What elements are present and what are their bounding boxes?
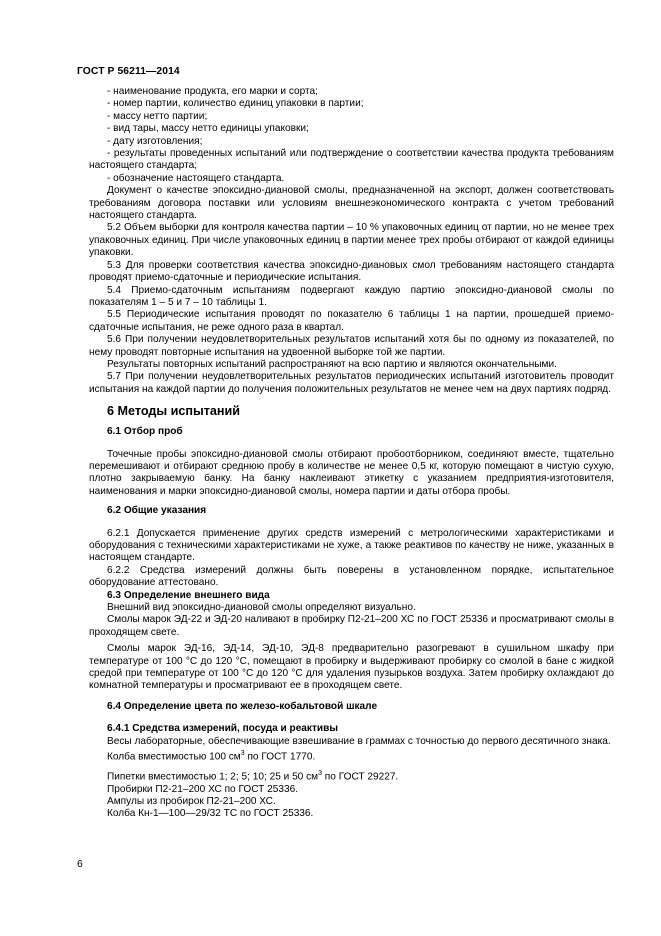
page-content [89, 86, 614, 821]
list-item: - обозначение настоящего стандарта. [107, 172, 285, 184]
paragraph-6-3-ed22: Смолы марок ЭД-22 и ЭД-20 наливают в пробирку П2-21–200 ХС по ГОСТ 25336 и просматривают смолы в проходящем свете. [89, 614, 614, 638]
equipment-scales: Весы лабораторные, обеспечивающие взвешивание в граммах с точностью до первого десятичного знака. [107, 735, 611, 747]
paragraph-5-2: 5.2 Объем выборки для контроля качества партии – 10 % упаковочных единиц от партии, но не менее трех упаковочных единиц. При числе упаковочных единиц в партии менее трех пробы отбирают от каждой единицы упаковки. [89, 222, 614, 259]
list-item: - дату изготовления; [107, 135, 203, 147]
equipment-flask: Колба вместимостью 100 $см^3$ по ГОСТ 1770. [107, 750, 316, 763]
subsection-6-2-title: 6.2 Общие указания [107, 505, 207, 517]
list-item: - номер партии, количество единиц упаковки в партии; [107, 98, 364, 110]
subsection-6-3-title: 6.3 Определение внешнего вида [107, 589, 270, 601]
paragraph-6-2-1: 6.2.1 Допускается применение других средств измерений с метрологическими характеристиками и оборудования с техническими характеристиками не хуже, а также реактивов по качеству не ниже, указанных в настоящем стандарте. [89, 527, 614, 564]
list-item: - вид тары, массу нетто единицы упаковки; [107, 123, 309, 135]
equipment-test-tubes: Пробирки П2-21–200 ХС по ГОСТ 25336. [107, 783, 299, 795]
equipment-flask-kn: Колба Кн-1—100—29/32 ТС по ГОСТ 25336. [107, 808, 314, 820]
paragraph-5-6: 5.6 При получении неудовлетворительных результатов испытаний хотя бы по одному из показателей, по нему проводят повторные испытания на удвоенной выборке той же партии. [89, 334, 614, 358]
paragraph-6-3-visual: Внешний вид эпоксидно-диановой смолы определяют визуально. [107, 602, 416, 614]
paragraph-6-2-2: 6.2.2 Средства измерений должны быть поверены в установленном порядке, испытательное оборудование аттестовано. [89, 564, 614, 589]
subsection-6-4-title: 6.4 Определение цвета по железо-кобальтовой шкале [107, 700, 378, 712]
list-item: - массу нетто партии; [107, 110, 208, 122]
section-6-title: 6 Методы испытаний [107, 404, 240, 419]
paragraph-export-quality: Документ о качестве эпоксидно-диановой смолы, предназначенной на экспорт, должен соответствовать требованиям договора поставки или условиям внешнеэкономического контракта с учетом требований настоящего стандарта. [89, 185, 614, 222]
paragraph-5-5: 5.5 Периодические испытания проводят по показателю 6 таблицы 1 на партии, прошедшей приемо-сдаточные испытания, не реже одного раза в квартал. [89, 309, 614, 333]
paragraph-5-7: 5.7 При получении неудовлетворительных результатов периодических испытаний изготовитель проводит испытания на каждой партии до получения положительных результатов не менее чем на двух партиях подряд. [89, 371, 614, 395]
subsection-6-1-title: 6.1 Отбор проб [107, 426, 183, 438]
paragraph-6-1: Точечные пробы эпоксидно-диановой смолы отбирают пробоотборником, соединяют вместе, тщательно перемешивают и отбирают среднюю пробу в количестве не менее 0,5 кг, которую помещают в чистую сухую, плотно закрываемую банку. На банку наклеивают этикетку с указанием предприятия-изготовителя, наименования и марки эпоксидно-диановой смолы, номера партии и даты отбора пробы. [89, 448, 614, 497]
paragraph-5-4: 5.4 Приемо-сдаточным испытаниям подвергают каждую партию эпоксидно-диановой смолы по показателям 1 – 5 и 7 – 10 таблицы 1. [89, 284, 614, 308]
list-item: - наименование продукта, его марки и сорта; [107, 86, 318, 97]
paragraph-5-3: 5.3 Для проверки соответствия качества эпоксидно-диановых смол требованиям настоящего стандарта проводят приемо-сдаточные и периодические испытания. [89, 259, 614, 284]
paragraph-5-6-results: Результаты повторных испытаний распространяют на всю партию и являются окончательными. [107, 358, 557, 370]
paragraph-6-3-ed16: Смолы марок ЭД-16, ЭД-14, ЭД-10, ЭД-8 предварительно разогревают в сушильном шкафу при температуре от 100 °С до 120 °С, помещают в пробирку и выдерживают пробирку со смолой в бане с жидкой средой при температуре от 100 °С до 120 °С для удаления пузырьков воздуха. Затем пробирку охлаждают до комнатной температуры и просматривают ее в проходящем свете. [89, 643, 614, 692]
document-header: ГОСТ Р 56211—2014 [77, 66, 180, 77]
page-number: 6 [77, 859, 83, 870]
subsection-6-4-1-title: 6.4.1 Средства измерений, посуда и реактивы [107, 723, 338, 735]
list-item: - результаты проведенных испытаний или подтверждение о соответствии качества продукта требованиям настоящего стандарта; [89, 148, 614, 172]
equipment-ampoules: Ампулы из пробирок П2-21–200 ХС. [107, 796, 276, 808]
equipment-pipettes: Пипетки вместимостью 1; 2; 5; 10; 25 и 50 $см^3$ по ГОСТ 29227. [107, 769, 399, 783]
